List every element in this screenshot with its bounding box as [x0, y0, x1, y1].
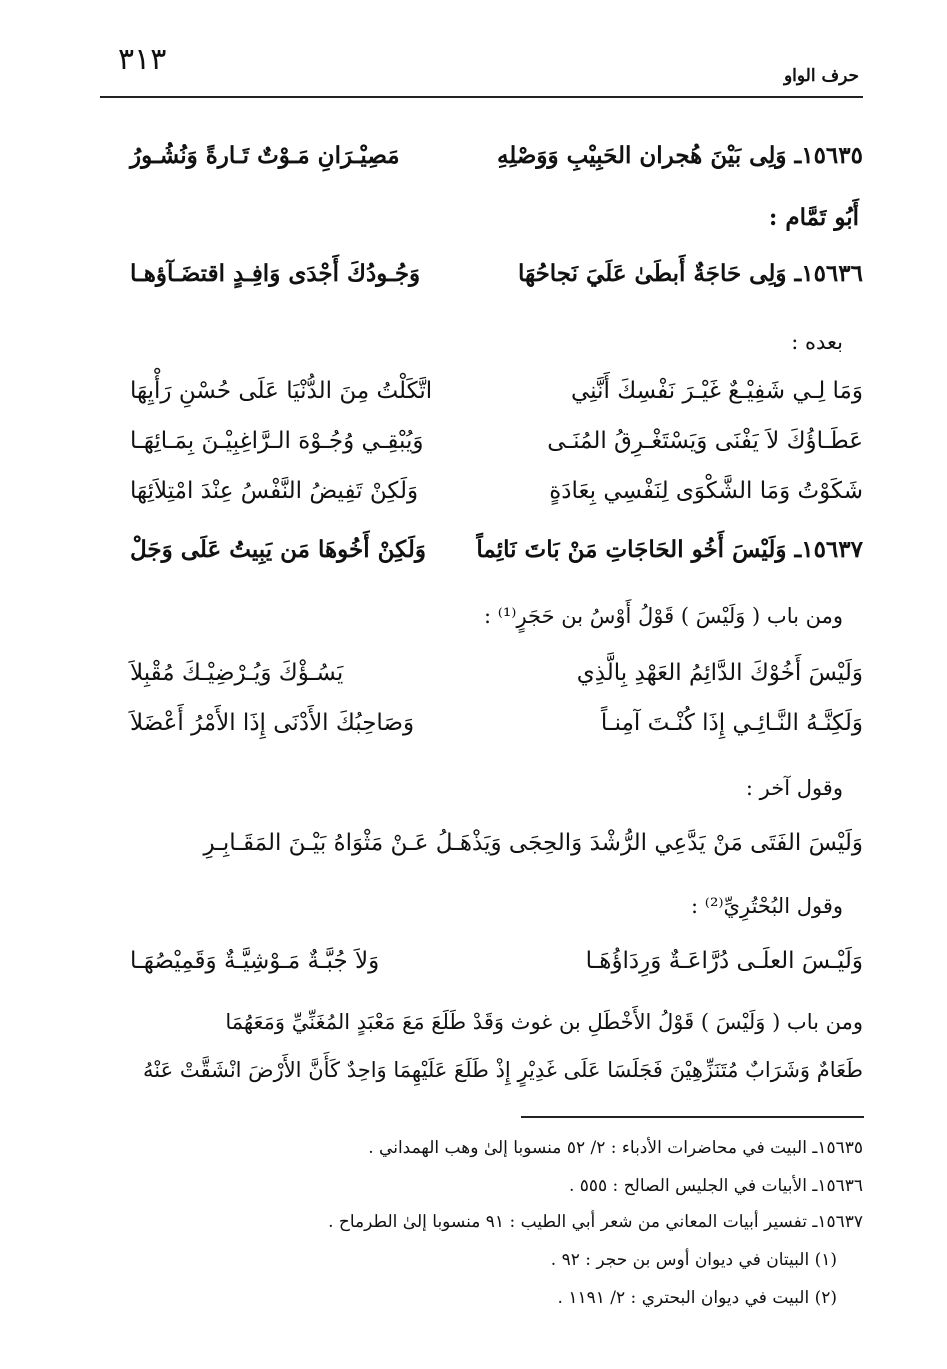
- intro-other: وقول آخر :: [745, 776, 843, 800]
- aws-line-2-second: وَصَاحِبُكَ الأَدْنَى إِذَا الأَمْرُ أَعْضَلاَ: [130, 710, 415, 736]
- verse-15636-first: ١٥٦٣٦ـ وَلِى حَاجَةٌ أَبطَىٰ عَلَيَ نَجاحُهَا: [517, 260, 863, 287]
- verse-line-2-first: عَطَـاؤُكَ لاَ يَفْنَى وَيَسْتَغْـرِقُ المُنَـى: [547, 428, 863, 454]
- verse-15635-second: مَصِيْـرَانِ مَـوْتٌ تَـارةً وَنُشُـورُ: [130, 142, 400, 169]
- buhturi-line-first: وَلَيْـسَ العلَـى دُرَّاعَـةٌ وَرِدَاؤُهَـا: [585, 948, 863, 974]
- verse-line-3-second: وَلَكِنْ تَفِيضُ النَّفْسُ عِنْدَ امْتِلاَئِهَا: [130, 478, 419, 504]
- prose-line-2: طَعَامٌ وَشَرَابٌ مُتَنَزِّهِيْنَ فَجَلَسَا عَلَى غَدِيْرٍ إِذْ طَلَعَ عَلَيْهِمَا وَاحِدٌ كَأَنَّ الأَرْضَ انْشَقَّتْ عَنْهُ: [143, 1058, 863, 1082]
- verse-line-1-first: وَمَا لِـي شَفِيْـعٌ غَيْـرَ نَفْسِكَ أَنَّنِي: [571, 378, 863, 404]
- footnote-rule: [521, 1116, 864, 1118]
- footnote-2: (٢) البيت في ديوان البحتري : ٢/ ١١٩١ .: [557, 1288, 837, 1308]
- other-verse-line: وَلَيْسَ الفَتَى مَنْ يَدَّعِي الرُّشْدَ وَالحِجَى وَيَذْهَـلُ عَـنْ مَثْوَاهُ بَيْـنَ المَقَـابِـرِ: [203, 830, 863, 856]
- intro-aws: ومن باب ( وَلَيْسَ ) قَوْلُ أَوْسُ بن حَجَرٍ⁽¹⁾ :: [483, 604, 843, 628]
- footnote-15637: ١٥٦٣٧ـ تفسير أبيات المعاني من شعر أبي الطيب : ٩١ منسوبا إلىٰ الطرماح .: [328, 1212, 863, 1232]
- aws-line-2-first: وَلَكِنَّـهُ النَّـائِـي إِذَا كُنْـتَ آمِنـاً: [600, 710, 863, 736]
- page-number: ٣١٣: [118, 42, 167, 77]
- footnote-15635: ١٥٦٣٥ـ البيت في محاضرات الأدباء : ٢/ ٥٢ منسوبا إلىٰ وهب الهمداني .: [368, 1138, 863, 1158]
- running-title: حرف الواو: [783, 66, 859, 86]
- aws-line-1-second: يَسُـؤْكَ وَيُـرْضِيْـكَ مُقْبِلاَ: [130, 660, 344, 686]
- verse-15635-first: ١٥٦٣٥ـ وَلِى بَيْنَ هُجران الحَبِيْبِ وَوَصْلِهِ: [496, 142, 863, 169]
- poet-name: أَبُو تَمَّام :: [768, 204, 859, 231]
- footnote-1: (١) البيتان في ديوان أوس بن حجر : ٩٢ .: [550, 1250, 837, 1270]
- verse-line-1-second: اتَّكَلْتُ مِنَ الدُّنْيَا عَلَى حُسْنِ رَأْيِهَا: [130, 378, 433, 404]
- after-label: بعده :: [791, 330, 843, 354]
- aws-line-1-first: وَلَيْسَ أَخُوْكَ الدَّائِمُ العَهْدِ بِالَّذِي: [576, 660, 863, 686]
- verse-line-3-first: شَكَوْتُ وَمَا الشَّكْوَى لِنَفْسِي بِعَادَةٍ: [549, 478, 863, 504]
- verse-15637-first: ١٥٦٣٧ـ وَلَيْسَ أَخُو الحَاجَاتِ مَنْ بَاتَ نَائِماً: [476, 536, 863, 563]
- verse-15637-second: وَلَكِنْ أَخُوهَا مَن يَبِيتُ عَلَى وَجَلْ: [130, 536, 426, 563]
- verse-15636-second: وَجُـودُكَ أَجْدَى وَافِـدٍ اقتضَـآؤهـا: [130, 260, 421, 287]
- intro-buhturi: وقول البُحْتُرِيِّ⁽²⁾ :: [691, 894, 843, 918]
- header-rule: [100, 96, 863, 98]
- verse-line-2-second: وَيُبْقِـي وُجُـوْهَ الـرَّاغِبِيْـنَ بِمَـائِهَـا: [130, 428, 424, 454]
- prose-line-1: ومن باب ( وَلَيْسَ ) قَوْلُ الأَخْطَلِ بن غوث وَقَدْ طَلَعَ مَعَ مَعْبَدٍ المُغَنِّيِّ وَمَعَهُمَا: [225, 1010, 863, 1034]
- footnote-15636: ١٥٦٣٦ـ الأبيات في الجليس الصالح : ٥٥٥ .: [568, 1176, 863, 1196]
- buhturi-line-second: وَلاَ جُبَّـةٌ مَـوْشِيَّـةٌ وَقَمِيْصُهَـا: [130, 948, 380, 974]
